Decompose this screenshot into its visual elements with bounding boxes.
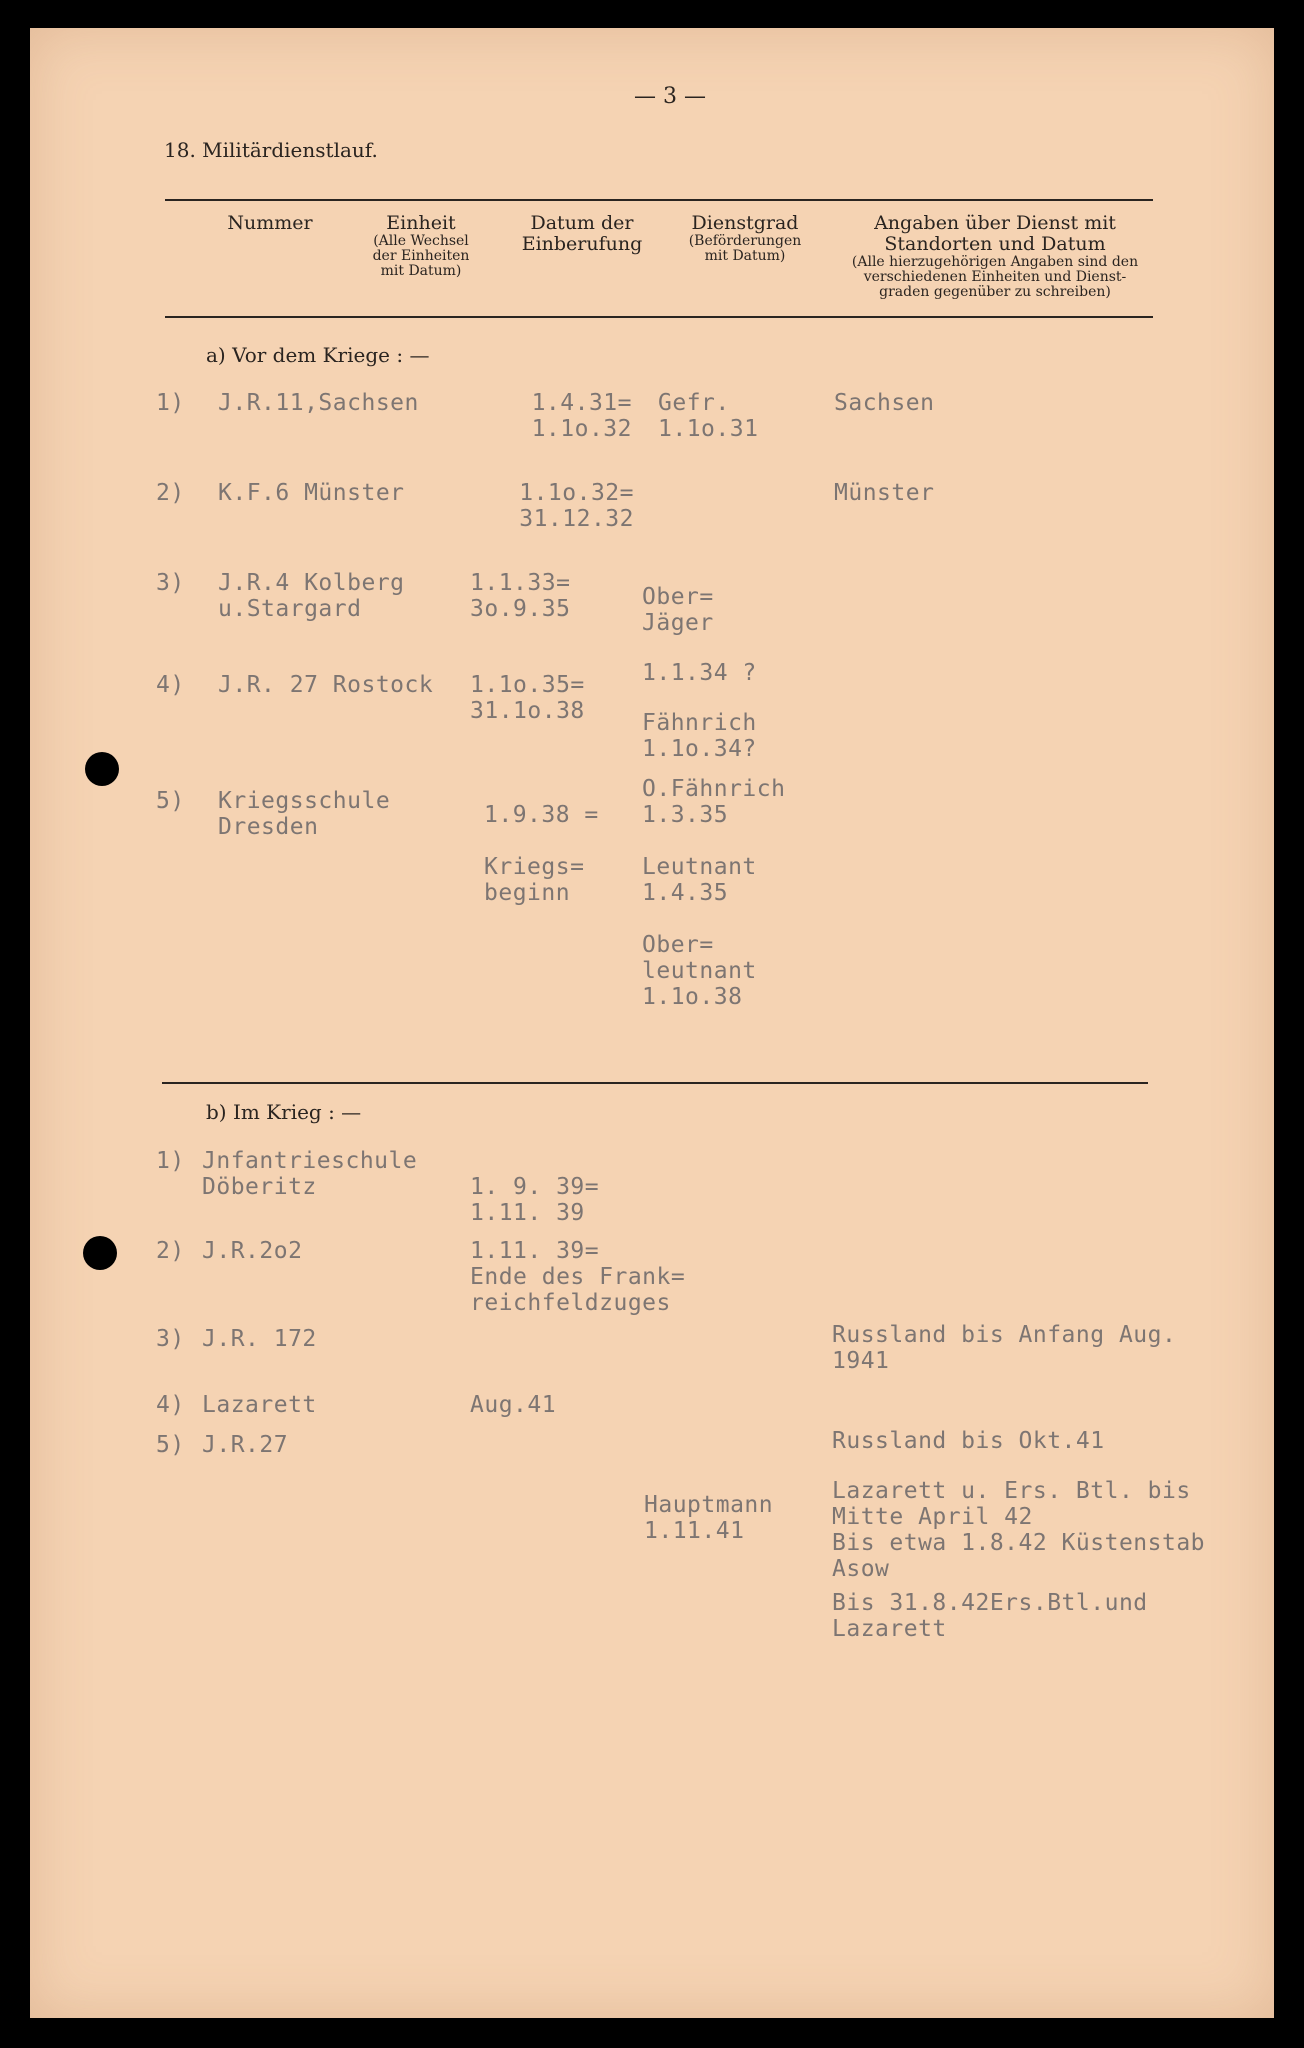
a-row3-nr: 3) <box>156 570 185 596</box>
header-angaben-line-2: Standorten und Datum <box>884 233 1106 255</box>
header-dienstgrad <box>670 213 820 264</box>
a-row3-dienstgrad: Ober= Jäger <box>642 584 714 636</box>
a-row5-einheit: Kriegsschule Dresden <box>218 788 391 840</box>
a-row6-dienstgrad: Leutnant 1.4.35 <box>642 854 757 906</box>
a-row5-dienstgrad: O.Fähnrich 1.3.35 <box>642 776 786 828</box>
b-row1-nr: 1) <box>156 1148 185 1174</box>
header-angaben-note-2: verschiedenen Einheiten und Dienst- <box>863 269 1127 285</box>
a-row7-dienstgrad: Ober= leutnant 1.1o.38 <box>642 932 757 1010</box>
a-row3-datum: 1.1.33= 3o.9.35 <box>470 570 571 622</box>
b-row2-einheit: J.R.2o2 <box>202 1238 303 1264</box>
header-einheit-note-2: der Einheiten <box>372 248 470 264</box>
a-row2-einheit: K.F.6 Münster <box>218 480 405 506</box>
b-row7-angaben: Bis 31.8.42Ers.Btl.und Lazarett <box>832 1590 1148 1642</box>
header-einheit <box>346 213 496 279</box>
a-row5-datum: 1.9.38 = <box>484 802 599 828</box>
a-row3-einheit: J.R.4 Kolberg u.Stargard <box>218 570 405 622</box>
a-row1-dienstgrad: Gefr. 1.1o.31 <box>658 390 759 442</box>
header-datum <box>502 213 662 255</box>
a-row1-datum: 1.4.31= 1.1o.32 <box>531 390 632 442</box>
a-row4-nr: 4) <box>156 672 185 698</box>
b-row2-datum: 1.11. 39= Ende des Frank= reichfeldzuges <box>470 1238 686 1316</box>
b-row1-datum: 1. 9. 39= 1.11. 39 <box>470 1174 600 1226</box>
b-row3-einheit: J.R. 172 <box>202 1326 317 1352</box>
a-row2-angaben: Münster <box>834 480 935 506</box>
header-einheit-note-3: mit Datum) <box>380 263 462 279</box>
header-dienstgrad-note-2: mit Datum) <box>704 248 786 264</box>
a-row4-einheit: J.R. 27 Rostock <box>218 672 434 698</box>
header-top-rule <box>165 199 1153 201</box>
section-divider <box>162 1082 1148 1084</box>
section-a-title: a) Vor dem Kriege : — <box>206 343 430 367</box>
a-row4-dienstgrad: Fähnrich 1.1o.34? <box>642 710 757 762</box>
header-dienstgrad-note-1: (Beförderungen <box>688 233 802 249</box>
b-row4-nr: 4) <box>156 1392 185 1418</box>
b-row3-angaben: Russland bis Anfang Aug. 1941 <box>832 1322 1177 1374</box>
b-row4-datum: Aug.41 <box>470 1392 557 1418</box>
header-datum-line-2: Einberufung <box>521 233 643 255</box>
section-b-title: b) Im Krieg : — <box>206 1100 362 1124</box>
header-dienstgrad-label: Dienstgrad <box>691 212 799 234</box>
b-row3-nr: 3) <box>156 1326 185 1352</box>
a-row1-einheit: J.R.11,Sachsen <box>218 390 419 416</box>
b-row6-dienstgrad: Hauptmann 1.11.41 <box>644 1492 774 1544</box>
punch-hole-upper <box>85 752 119 786</box>
b-row5-nr: 5) <box>156 1432 185 1458</box>
section-title: 18. Militärdienstlauf. <box>164 138 378 162</box>
header-bottom-rule <box>165 316 1153 318</box>
a-row6-datum: Kriegs= beginn <box>484 854 585 906</box>
a-row1-angaben: Sachsen <box>834 390 935 416</box>
a-row1-nr: 1) <box>156 390 185 416</box>
b-row5-einheit: J.R.27 <box>202 1432 289 1458</box>
b-row5-angaben: Russland bis Okt.41 <box>832 1428 1105 1454</box>
punch-hole-lower <box>83 1236 117 1270</box>
header-angaben-note-3: graden gegenüber zu schreiben) <box>879 284 1111 300</box>
page-number: — 3 — <box>634 84 706 109</box>
a-row-extra-dienstgrad: 1.1.34 ? <box>642 660 757 686</box>
document-page <box>30 28 1274 2018</box>
header-einheit-note-1: (Alle Wechsel <box>373 233 469 249</box>
header-nummer: Nummer <box>227 212 313 234</box>
b-row4-einheit: Lazarett <box>202 1392 317 1418</box>
b-row2-nr: 2) <box>156 1238 185 1264</box>
header-angaben <box>830 213 1160 300</box>
header-angaben-line-1: Angaben über Dienst mit <box>874 212 1116 234</box>
a-row2-datum: 1.1o.32= 31.12.32 <box>519 480 634 532</box>
a-row5-nr: 5) <box>156 788 185 814</box>
header-datum-line-1: Datum der <box>530 212 634 234</box>
a-row2-nr: 2) <box>156 480 185 506</box>
header-angaben-note-1: (Alle hierzugehörigen Angaben sind den <box>851 254 1139 270</box>
header-einheit-label: Einheit <box>386 212 456 234</box>
b-row6-angaben: Lazarett u. Ers. Btl. bis Mitte April 42 Bis etwa 1.8.42 Küstenstab Asow <box>832 1478 1206 1582</box>
b-row1-einheit: Jnfantrieschule Döberitz <box>202 1148 418 1200</box>
a-row4-datum: 1.1o.35= 31.1o.38 <box>470 672 585 724</box>
